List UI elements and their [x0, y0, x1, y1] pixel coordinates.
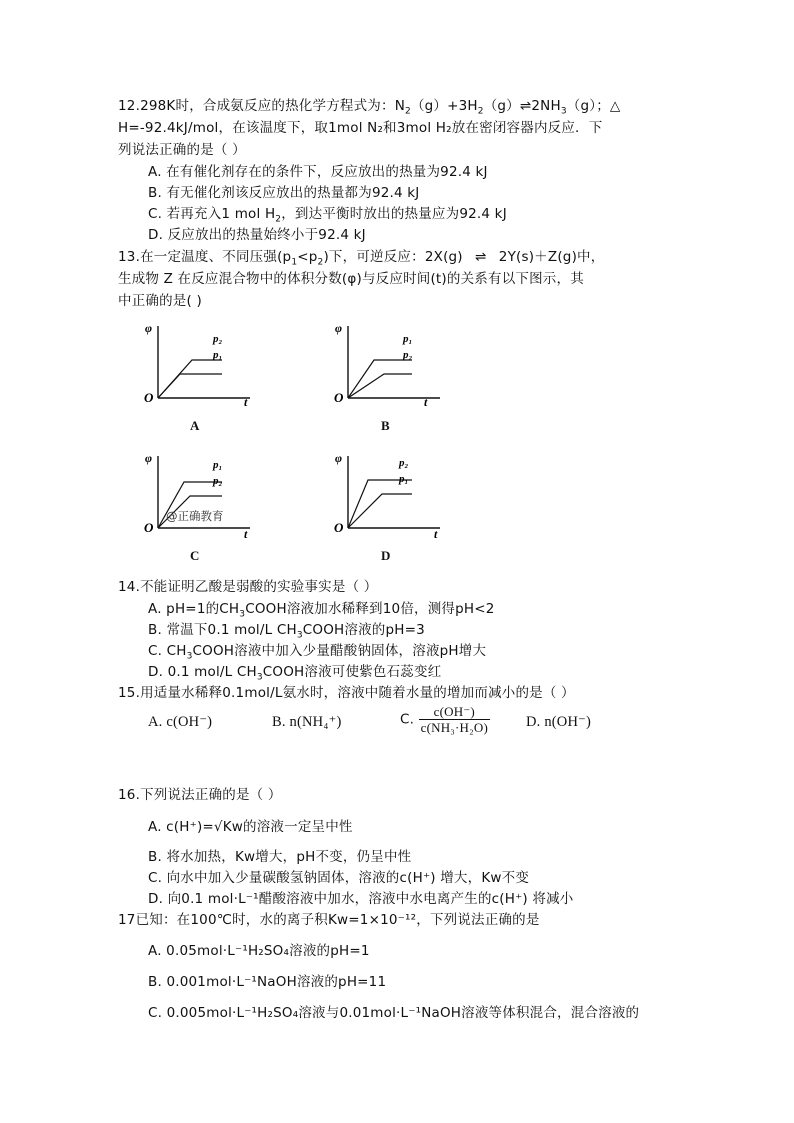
q17-option-b: B. 0.001mol·L⁻¹NaOH溶液的pH=11 — [148, 974, 387, 990]
axis-x-label: t — [424, 395, 428, 408]
lower-line-label: p₂ — [403, 349, 413, 361]
origin-label: O — [144, 520, 154, 535]
q16-option-c: C. 向水中加入少量碳酸氢钠固体，溶液的c(H⁺) 增大，Kw不变 — [148, 870, 530, 886]
q15-stem: 15.用适量水稀释0.1mol/L氨水时，溶液中随着水量的增加而减小的是（ ） — [118, 685, 575, 701]
watermark: @正确教育 — [166, 509, 224, 523]
graph-c-caption: C — [190, 548, 200, 563]
q14-option-c: C. $CH_3COOH$溶液中加入少量醋酸钠固体，溶液pH增大 — [148, 643, 487, 662]
q13-line-3: 中正确的是( ) — [118, 293, 202, 309]
q13-line-2: 生成物 Z 在反应混合物中的体积分数(φ)与反应时间(t)的关系有以下图示，其 — [118, 271, 584, 287]
graph-a — [140, 318, 260, 408]
graph-b — [330, 318, 450, 408]
q15-fraction: $\frac{c(OH^-)}{\text{c(NH₃·H₂O)}}$ — [420, 704, 488, 735]
graph-b-caption: B — [381, 418, 390, 433]
q14-option-a: A. pH=1的$CH_3COOH$溶液加水稀释到10倍，测得pH<2 — [148, 601, 495, 620]
axis-x-label: t — [244, 395, 248, 408]
q14-option-b: B. 常温下0.1 mol/L $CH_3COOH$溶液的pH=3 — [148, 622, 425, 641]
q12-line-1: 12.298K时，合成氨反应的热化学方程式为：$N_2(g)+3H_2(g)\rightleftharpoons 2NH_3(g)$；△ — [118, 98, 621, 117]
q12-option-d: D. 反应放出的热量始终小于92.4 kJ — [148, 227, 366, 243]
equilibrium-arrow-icon: ⇌ — [519, 98, 532, 114]
q12-line-3: 列说法正确的是（ ） — [118, 142, 246, 158]
q16-stem: 16.下列说法正确的是（ ） — [118, 787, 282, 803]
axis-y-label: φ — [335, 451, 343, 465]
upper-line-label: p₁ — [403, 333, 413, 345]
lower-line-label: p₁ — [399, 473, 409, 485]
q15-option-b: B. n(NH₄⁺) — [272, 714, 342, 730]
q12-option-c: C. 若再充入1 mol $H_2$，到达平衡时放出的热量应为92.4 kJ — [148, 206, 507, 225]
upper-line-label: p₁ — [213, 459, 223, 471]
q12-option-a: A. 在有催化剂存在的条件下，反应放出的热量为92.4 kJ — [148, 164, 488, 180]
equilibrium-arrow-icon: ⇌ — [475, 249, 487, 265]
axis-x-label: t — [434, 527, 438, 540]
lower-line-label: p₁ — [213, 349, 223, 361]
axis-y-label: φ — [145, 451, 153, 465]
axis-y-label: φ — [335, 321, 343, 335]
q15-option-a: A. c(OH⁻) — [148, 714, 213, 730]
q13-line-1: 13.在一定温度、不同压强$(p_1<p_2)$下，可逆反应：2X(g) ⇌ 2Y(s)＋Z(g)中， — [118, 249, 605, 268]
q14-option-d: D. 0.1 mol/L $CH_3COOH$溶液可使紫色石蕊变红 — [148, 664, 442, 683]
q16-option-d: D. 向0.1 mol·L⁻¹醋酸溶液中加水，溶液中水电离产生的c(H⁺) 将减小 — [148, 891, 574, 907]
lower-line-label: p₂ — [213, 475, 223, 487]
q16-option-a: A. c(H⁺)=√Kw的溶液一定呈中性 — [148, 819, 353, 835]
q17-stem: 17已知：在100℃时，水的离子积Kw=1×10⁻¹²，下列说法正确的是 — [118, 912, 540, 928]
q12-option-b: B. 有无催化剂该反应放出的热量都为92.4 kJ — [148, 185, 420, 201]
q16-option-b: B. 将水加热，Kw增大，pH不变，仍呈中性 — [148, 849, 412, 865]
origin-label: O — [334, 520, 344, 535]
q12-line-2: H=-92.4kJ/mol，在该温度下，取1mol N₂和3mol H₂放在密闭容器内反应．下 — [118, 120, 603, 136]
graph-c — [140, 450, 260, 540]
graph-d — [330, 450, 450, 540]
axis-x-label: t — [244, 527, 248, 540]
graph-a-caption: A — [190, 418, 200, 433]
q14-stem: 14.不能证明乙酸是弱酸的实验事实是（ ） — [118, 579, 378, 595]
origin-label: O — [334, 390, 344, 405]
q17-option-a: A. 0.05mol·L⁻¹H₂SO₄溶液的pH=1 — [148, 943, 370, 959]
graph-d-caption: D — [381, 548, 391, 563]
origin-label: O — [144, 390, 154, 405]
upper-line-label: p₂ — [213, 333, 223, 345]
q17-option-c: C. 0.005mol·L⁻¹H₂SO₄溶液与0.01mol·L⁻¹NaOH溶液等体积混合，混合溶液的 — [148, 1005, 640, 1021]
axis-y-label: φ — [145, 321, 153, 335]
upper-line-label: p₂ — [399, 457, 409, 469]
q15-option-d: D. n(OH⁻) — [526, 714, 592, 730]
q15-option-c: C. $\frac{c(OH^-)}{\text{c(NH₃·H₂O)}}$ — [400, 704, 488, 735]
